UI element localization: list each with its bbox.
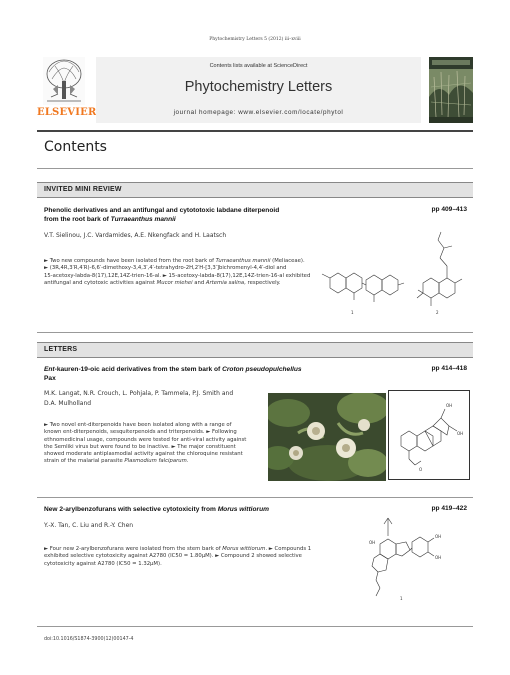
authors-line: D.A. Mulholland xyxy=(44,399,92,407)
hl-text: . ► Compounds 1 xyxy=(265,546,312,552)
section-label: INVITED MINI REVIEW xyxy=(44,186,122,193)
highlight-line xyxy=(44,458,260,465)
hl-species: Turraeanthus mannii xyxy=(215,258,271,264)
article-highlights xyxy=(44,258,314,287)
article-authors xyxy=(44,389,264,408)
article-title-line: Phenolic derivatives and an antifungal and cytototoxic labdane diterpenoid xyxy=(44,207,280,214)
hl-text: (Meliaceae). xyxy=(270,258,305,264)
oh-label: OH xyxy=(446,403,453,408)
highlight-line: 15-acetoxy-labda-8(17),12E,14Z-trien-16-al. ► 15-acetoxy-labda-8(17),12E,14Z-trien-16-al exhibited xyxy=(44,272,311,279)
footer-divider xyxy=(37,626,473,627)
highlight-line xyxy=(44,280,314,287)
article-pages: pp 419–422 xyxy=(431,505,467,512)
ent-kaurene-structure[interactable] xyxy=(388,390,470,480)
section-divider xyxy=(37,332,473,333)
compound-1-label: 1 xyxy=(400,596,403,601)
page-title: Contents xyxy=(44,139,107,155)
article-title[interactable] xyxy=(44,206,374,224)
title-text: -kauren-19-oic acid derivatives from the stem bark of xyxy=(54,366,223,373)
highlight-line: the Semliki virus but were found to be inactive. ► The major constituent xyxy=(44,443,236,450)
species-name: Croton pseudopulchellus xyxy=(222,366,302,373)
article-pages: pp 414–418 xyxy=(431,365,467,372)
sciencedirect-link[interactable]: Contents lists available at ScienceDirect xyxy=(209,63,308,69)
elsevier-wordmark: ELSEVIER xyxy=(37,107,97,118)
hl-text: antifungal and cytotoxic activities against xyxy=(44,279,157,286)
structure-drawing xyxy=(389,391,468,478)
title-italic: Ent xyxy=(44,366,55,373)
section-header-invited-mini-review xyxy=(37,182,473,198)
species-name: Morus wittiorum xyxy=(217,506,269,513)
highlight-line: ► (3R,4R,3′R,4′R)-6,6′-dimethoxy-3,4,3′,4′-tetrahydro-2H,2′H-[3,3′]bichromenyl-4,4′-diol and xyxy=(44,265,287,272)
article-highlights xyxy=(44,422,260,466)
title-text: from the root bark of xyxy=(44,216,111,223)
journal-masthead xyxy=(37,55,473,130)
graphical-abstract-structures[interactable] xyxy=(318,228,473,320)
article-pages: pp 409–413 xyxy=(431,206,467,213)
oh-label: OH xyxy=(369,540,376,545)
article-title-line: Pax xyxy=(44,375,56,382)
section-header-letters xyxy=(37,342,473,358)
croton-plant-photo[interactable] xyxy=(268,393,386,481)
hl-text: , respectively. xyxy=(244,279,281,286)
oh-label: OH xyxy=(457,431,464,436)
article-title[interactable] xyxy=(44,365,374,383)
compound-1-label: 1 xyxy=(351,310,354,315)
oh-label: OH xyxy=(435,534,442,539)
hl-species: Artemia salina xyxy=(205,279,245,286)
article-authors: Y.-X. Tan, C. Liu and R.-Y. Chen xyxy=(44,522,134,529)
elsevier-tree-icon xyxy=(43,57,85,105)
hl-text: ► Two new compounds have been isolated from the root bark of xyxy=(44,258,216,264)
article-title-line xyxy=(44,365,374,374)
title-divider xyxy=(37,168,473,169)
highlight-line: showed moderate antiplasmodial activity against the chloroquine resistant xyxy=(44,451,243,458)
hl-text: . xyxy=(186,458,189,465)
article-title-line xyxy=(44,505,374,514)
article-authors: V.T. Sielinou, J.C. Vardamides, A.E. Nkengfack and H. Laatsch xyxy=(44,232,227,239)
article-title-line xyxy=(44,215,374,224)
section-label: LETTERS xyxy=(44,346,78,353)
arylbenzofuran-structure[interactable] xyxy=(360,514,470,604)
hl-text: and xyxy=(192,279,206,286)
highlight-line: cytotoxicity against A2780 (IC50 = 1.32μM). xyxy=(44,560,162,567)
hl-text: ► Four new 2-arylbenzofurans were isolated from the stem bark of xyxy=(44,546,223,552)
highlight-line: known ent-diterpenoids, sesquiterpenoids and triterpenoids. ► Following xyxy=(44,429,237,436)
highlight-line: ► Two novel ent-diterpenoids have been isolated along with a range of xyxy=(44,422,232,428)
highlight-line: exhibited selective cytotoxicity against A2780 (IC50 = 1.80μM). ► Compound 2 showed selective xyxy=(44,553,302,560)
oh-label: OH xyxy=(435,555,442,560)
title-text: New 2-arylbenzofurans with selective cytotoxicity from xyxy=(44,506,218,513)
species-name: Turraeanthus mannii xyxy=(110,216,176,223)
highlight-line xyxy=(44,258,314,265)
authors-line: M.K. Langat, N.R. Crouch, L. Pohjala, P. Tammela, P.J. Smith and xyxy=(44,390,234,397)
article-title[interactable] xyxy=(44,505,374,514)
journal-banner xyxy=(96,57,421,123)
elsevier-logo[interactable] xyxy=(37,57,97,125)
hl-species: Plasmodium falciparum xyxy=(124,458,187,465)
article-divider xyxy=(37,497,473,498)
journal-title: Phytochemistry Letters xyxy=(184,79,333,95)
journal-citation-line: Phytochemistry Letters 5 (2012) iii–xviii xyxy=(209,37,301,42)
doi-link[interactable]: doi:10.1016/S1874-3900(12)00147-4 xyxy=(44,637,134,642)
journal-homepage-link[interactable]: journal homepage: www.elsevier.com/locate/phytol xyxy=(173,109,344,116)
cover-thumbnail-icon xyxy=(429,57,473,123)
o-label: O xyxy=(419,467,423,472)
journal-cover-image[interactable] xyxy=(429,57,473,123)
masthead-divider xyxy=(37,130,473,132)
hl-species: Morus wittiorum xyxy=(222,546,266,552)
hl-species: Mucor miehei xyxy=(156,279,193,286)
compound-2-label: 2 xyxy=(436,310,439,315)
highlight-line: ethnomedicinal usage, compounds were tested for anti-viral activity against xyxy=(44,436,247,443)
highlight-line xyxy=(44,546,354,553)
hl-text: strain of the malarial parasite xyxy=(44,458,125,465)
article-highlights xyxy=(44,546,354,568)
